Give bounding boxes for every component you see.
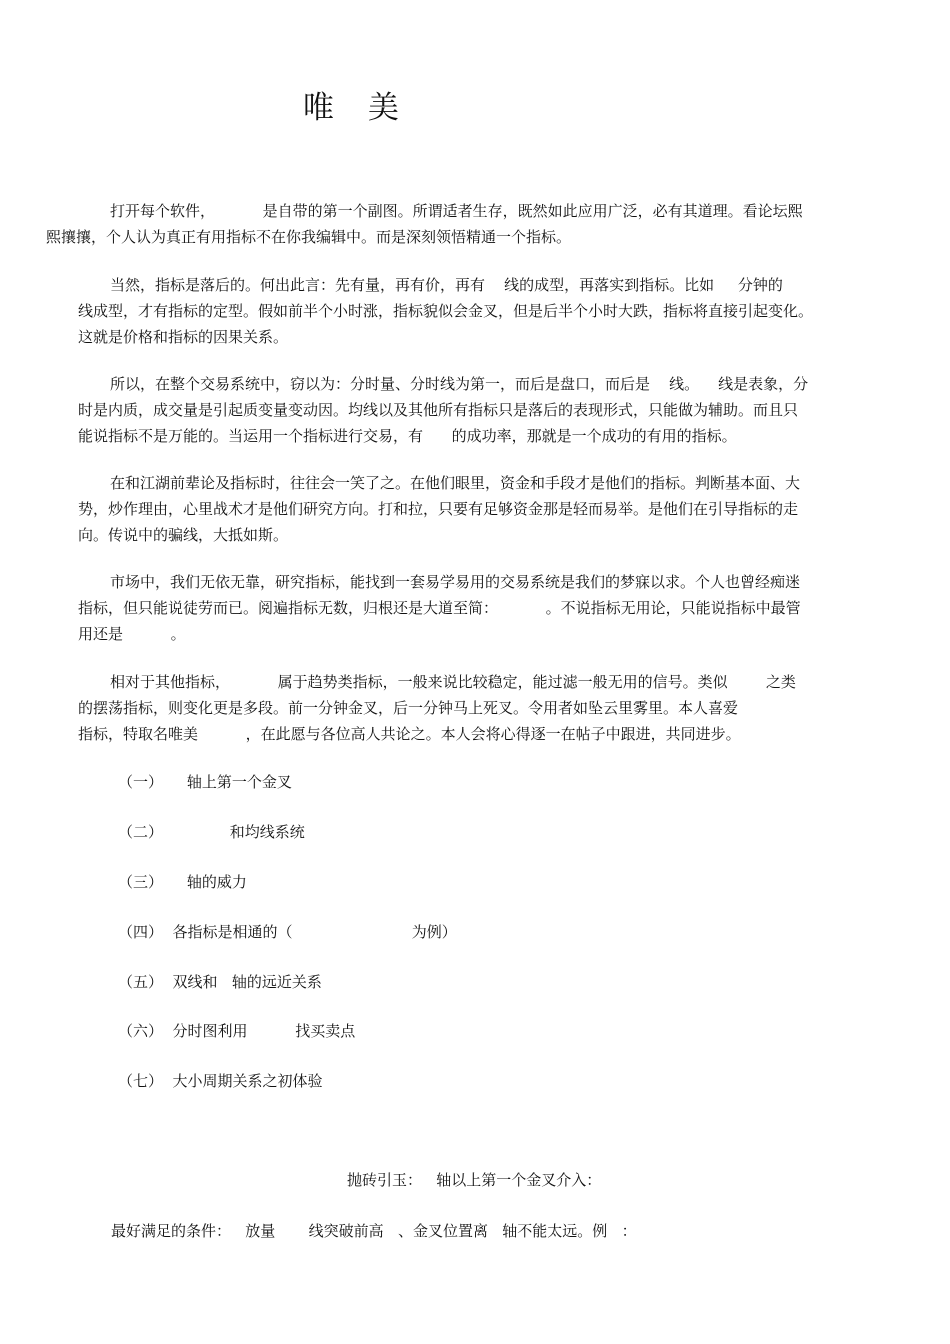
paragraph-4: [78, 470, 882, 548]
paragraph-line: 市场中，我们无依无靠，研究指标，能找到一套易学易用的交易系统是我们的梦寐以求。个人也曾经痴迷: [110, 573, 801, 591]
toc-item-3: [118, 871, 247, 893]
paragraph-1: [46, 198, 882, 250]
toc-item-4: [118, 921, 457, 943]
condition-line: 最好满足的条件： 放量 线突破前高 、金叉位置离 轴不能太远。例 ：: [111, 1222, 637, 1240]
paragraph-line: 线成型，才有指标的定型。假如前半个小时涨，指标貌似会金叉，但是后半个小时大跌，指标将直接引起变化。: [78, 302, 814, 320]
toc-number: （三）: [118, 873, 164, 891]
paragraph-3: [78, 371, 882, 449]
paragraph-line: 的摆荡指标，则变化更是多段。前一分钟金叉，后一分钟马上死叉。令用者如坠云里雾里。本人喜爱: [78, 699, 739, 717]
paragraph-line: 熙攘攘，个人认为真正有用指标不在你我编辑中。而是深刻领悟精通一个指标。: [46, 228, 572, 246]
toc-text: 分时图利用 找买卖点: [163, 1022, 356, 1040]
paragraph-line: 当然，指标是落后的。何出此言：先有量，再有价，再有 线的成型，再落实到指标。比如 分钟的: [110, 276, 783, 294]
toc-text: 轴的威力: [163, 873, 247, 891]
toc-text: 轴上第一个金叉: [163, 773, 292, 791]
toc-number: （五）: [118, 973, 164, 991]
paragraph-line: 能说指标不是万能的。当运用一个指标进行交易，有 的成功率，那就是一个成功的有用的指标。: [78, 427, 737, 445]
toc-item-6: [118, 1020, 355, 1042]
toc-number: （七）: [118, 1072, 164, 1090]
paragraph-6: [78, 669, 882, 747]
paragraph-line: 指标，特取名唯美 ，在此愿与各位高人共论之。本人会将心得逐一在帖子中跟进，共同进步。: [78, 725, 741, 743]
toc-item-1: [118, 771, 292, 793]
paragraph-line: 势，炒作理由，心里战术才是他们研究方向。打和拉，只要有足够资金那是轻而易举。是他们在引导指标的走: [78, 500, 799, 518]
toc-number: （六）: [118, 1022, 164, 1040]
paragraph-2: [78, 272, 882, 350]
paragraph-line: 所以，在整个交易系统中，窃以为：分时量、分时线为第一，而后是盘口，而后是 线。 线是表象，分: [110, 375, 809, 393]
paragraph-line: 这就是价格和指标的因果关系。: [78, 328, 289, 346]
toc-text: 大小周期关系之初体验: [163, 1072, 323, 1090]
paragraph-5: [78, 569, 882, 647]
toc-item-2: [118, 821, 305, 843]
paragraph-line: 用还是 。: [78, 625, 186, 643]
toc-text: 和均线系统: [163, 823, 305, 841]
section-heading: 抛砖引玉： 轴以上第一个金叉介入：: [347, 1171, 602, 1189]
toc-number: （二）: [118, 823, 164, 841]
toc-item-5: [118, 971, 322, 993]
paragraph-line: 指标，但只能说徒劳而已。阅遍指标无数，归根还是大道至简： 。不说指标无用论，只能说指标中最管: [78, 599, 801, 617]
document-title: 唯 美: [303, 90, 411, 126]
toc-number: （一）: [118, 773, 164, 791]
paragraph-line: 相对于其他指标， 属于趋势类指标，一般来说比较稳定，能过滤一般无用的信号。类似 之类: [110, 673, 796, 691]
paragraph-line: 时是内质，成交量是引起质变量变动因。均线以及其他所有指标只是落后的表现形式，只能做为辅助。而且只: [78, 401, 799, 419]
paragraph-line: 向。传说中的骗线，大抵如斯。: [78, 526, 289, 544]
toc-item-7: [118, 1070, 323, 1092]
paragraph-line: 打开每个软件， 是自带的第一个副图。所谓适者生存，既然如此应用广泛，必有其道理。看论坛熙: [110, 202, 803, 220]
paragraph-line: 在和江湖前辈论及指标时，往往会一笑了之。在他们眼里，资金和手段才是他们的指标。判断基本面、大: [110, 474, 801, 492]
toc-number: （四）: [118, 923, 164, 941]
toc-text: 双线和 轴的远近关系: [163, 973, 322, 991]
toc-text: 各指标是相通的（ 为例）: [163, 923, 457, 941]
